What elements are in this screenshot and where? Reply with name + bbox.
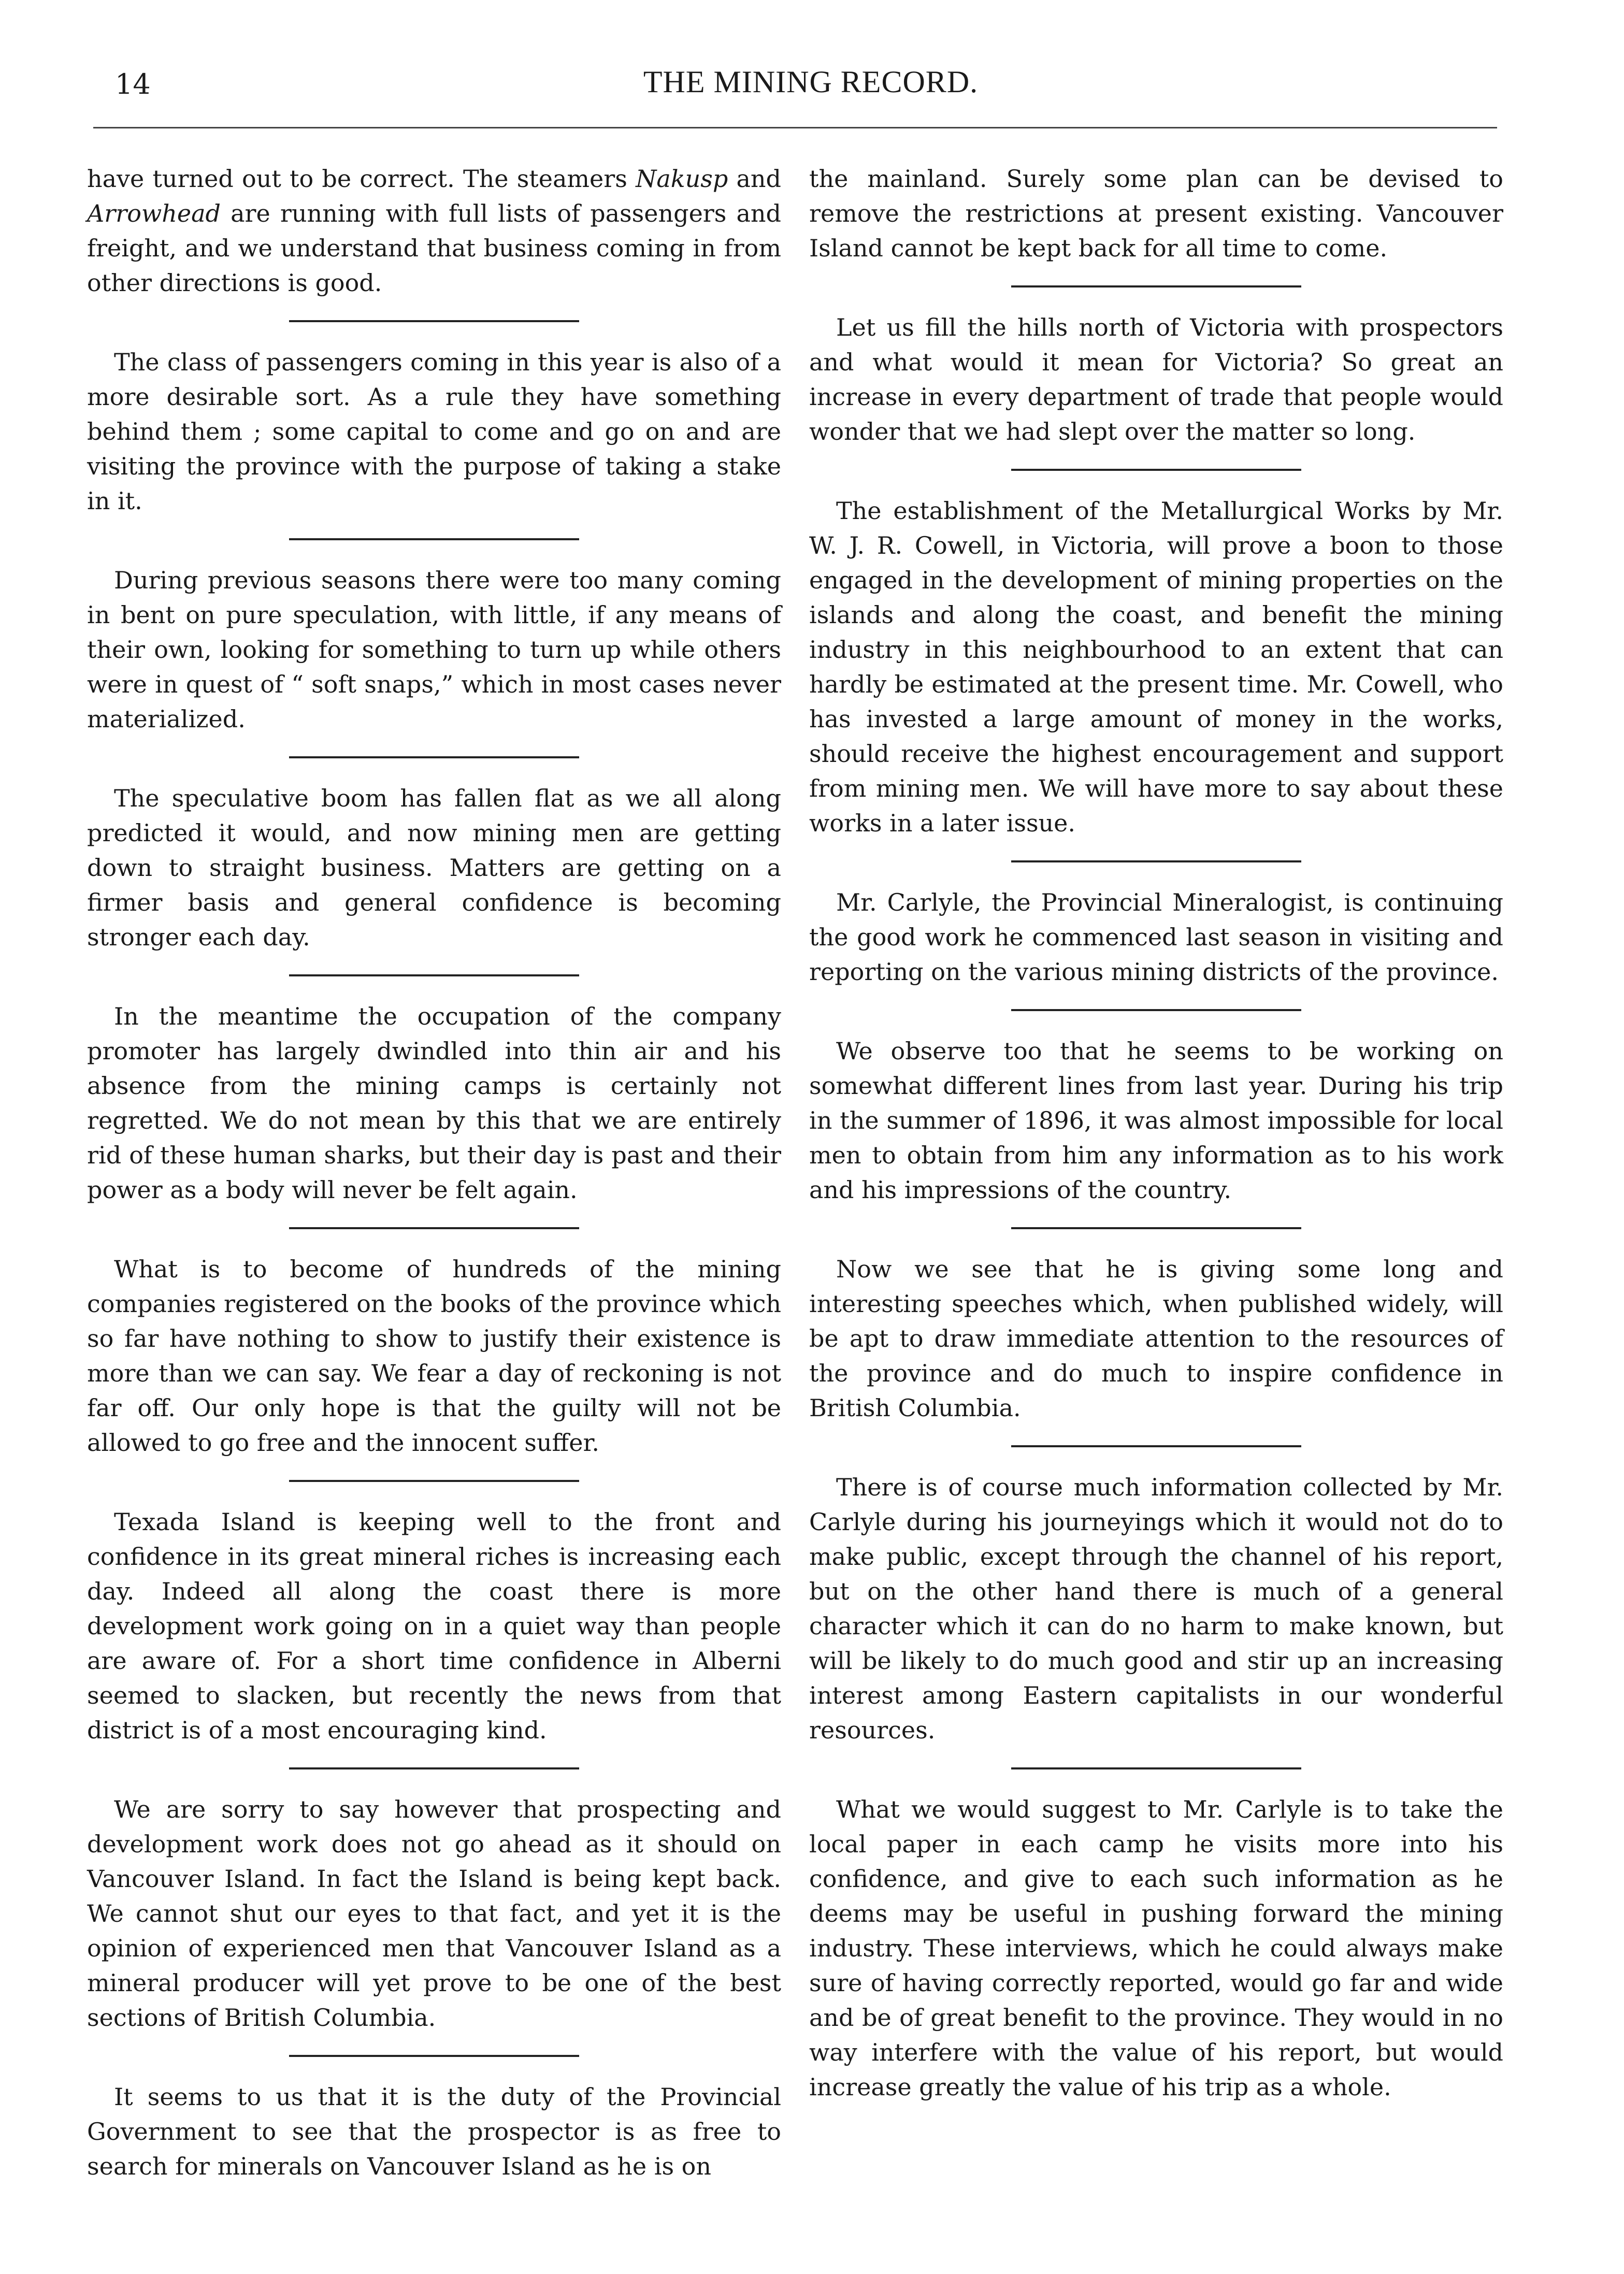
paragraph-mining-companies: What is to become of hundreds of the mining companies registered on the books of the province which so far have nothing to show to justify their existence is more than we can say. We fear a day of reckoning is not far off. Our only hope is that the guilty will not be allowed to go free and the innocent suffer.: [87, 1255, 781, 1457]
paragraph-mr-carlyle: Mr. Carlyle, the Provincial Mineralogist, is continuing the good work he commenced last season in visiting and reporting on the various mining districts of the province.: [809, 888, 1503, 986]
paragraph-hills-north-victoria: Let us fill the hills north of Victoria with prospectors and what would it mean for Victoria? So great an increase in every department of trade that people would wonder that we had slept over the matter so long.: [809, 313, 1503, 445]
paragraph-company-promoter: In the meantime the occupation of the company promoter has largely dwindled into thin air and his absence from the mining camps is certainly not regretted. We do not mean by this that we are entirely rid of these human sharks, but their day is past and their power as a body will never be felt again.: [87, 1002, 781, 1204]
section-divider: [1011, 285, 1301, 287]
paragraph-mainland: the mainland. Surely some plan can be devised to remove the restrictions at present existing. Vancouver Island cannot be kept back for all time to come.: [809, 165, 1503, 262]
section-divider: [289, 320, 579, 322]
section-divider: [289, 538, 579, 540]
paragraph-vancouver-island: We are sorry to say however that prospecting and development work does not go ahead as it should on Vancouver Island. In fact the Island is being kept back. We cannot shut our eyes to that fact, and yet it is the opinion of experienced men that Vancouver Island as a mineral producer will yet prove to be one of the best sections of British Columbia.: [87, 1795, 781, 2032]
page-number: 14: [115, 68, 151, 100]
paragraph-speeches: Now we see that he is giving some long and interesting speeches which, when published widely, will be apt to draw immediate attention to the resources of the province and do much to inspire confidence in British Columbia.: [809, 1255, 1503, 1422]
paragraph-steamers-text-b: and: [728, 165, 781, 193]
steamer-name-nakusp: Nakusp: [636, 165, 728, 193]
paragraph-metallurgical-works: The establishment of the Metallurgical Works by Mr. W. J. R. Cowell, in Victoria, will prove a boon to those engaged in the development of mining properties on the islands and along the coast, and benefit the mining industry in this neighbourhood to an extent that can hardly be estimated at the present time. Mr. Cowell, who has invested a large amount of money in the works, should receive the highest encouragement and support from mining men. We will have more to say about these works in a later issue.: [809, 497, 1503, 837]
section-divider: [289, 2055, 579, 2057]
section-divider: [1011, 1767, 1301, 1769]
section-divider: [289, 1227, 579, 1229]
section-divider: [289, 756, 579, 758]
section-divider: [289, 974, 579, 976]
section-divider: [1011, 860, 1301, 862]
paragraph-passengers: The class of passengers coming in this year is also of a more desirable sort. As a rule they have something behind them ; some capital to come and go on and are visiting the province with the purpose of taking a stake in it.: [87, 348, 781, 515]
paragraph-previous-seasons: During previous seasons there were too many coming in bent on pure speculation, with little, if any means of their own, looking for something to turn up while others were in quest of “ soft snaps,” which in most cases never materialized.: [87, 566, 781, 733]
paragraph-steamers: [87, 162, 781, 300]
left-column: [87, 162, 781, 2184]
section-divider: [289, 1480, 579, 1482]
steamer-name-arrowhead: Arrowhead: [87, 199, 221, 227]
paragraph-speculative-boom: The speculative boom has fallen flat as we all along predicted it would, and now mining men are getting down to straight business. Matters are getting on a firmer basis and general confidence is becoming stronger each day.: [87, 784, 781, 951]
header-rule: [93, 127, 1497, 128]
paragraph-different-lines: We observe too that he seems to be working on somewhat different lines from last year. During his trip in the summer of 1896, it was almost impossible for local men to obtain from him any information as to his work and his impressions of the country.: [809, 1037, 1503, 1204]
paragraph-steamers-text-c: are running with full lists of passengers and freight, and we understand that business coming in from other directions is good.: [87, 199, 781, 297]
section-divider: [1011, 1227, 1301, 1229]
paragraph-information-collected: There is of course much information collected by Mr. Carlyle during his journeyings which it would not do to make public, except through the channel of his report, but on the other hand there is much of a general character which it can do no harm to make known, but will be likely to do much good and stir up an increasing interest among Eastern capitalists in our wonderful resources.: [809, 1473, 1503, 1744]
paragraph-provincial-government: It seems to us that it is the duty of the Provincial Government to see that the prospector is as free to search for minerals on Vancouver Island as he is on: [87, 2083, 781, 2180]
right-column: [809, 162, 1503, 2105]
section-divider: [1011, 1009, 1301, 1011]
section-divider: [1011, 469, 1301, 471]
running-head-title: THE MINING RECORD.: [643, 65, 979, 99]
section-divider: [289, 1767, 579, 1769]
paragraph-suggestion: What we would suggest to Mr. Carlyle is to take the local paper in each camp he visits more into his confidence, and give to each such information as he deems may be useful in pushing forward the mining industry. These interviews, which he could always make sure of having correctly reported, would go far and wide and be of great benefit to the province. They would in no way interfere with the value of his report, but would increase greatly the value of his trip as a whole.: [809, 1795, 1503, 2101]
section-divider: [1011, 1445, 1301, 1447]
paragraph-steamers-text-a: have turned out to be correct. The steamers: [87, 165, 636, 193]
paragraph-texada-island: Texada Island is keeping well to the front and confidence in its great mineral riches is increasing each day. Indeed all along the coast there is more development work going on in a quiet way than people are aware of. For a short time confidence in Alberni seemed to slacken, but recently the news from that district is of a most encouraging kind.: [87, 1508, 781, 1744]
